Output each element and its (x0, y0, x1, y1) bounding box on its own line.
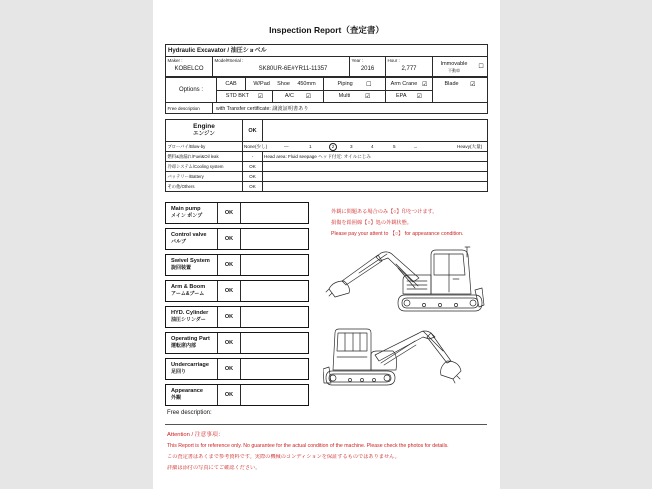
battery-label: バッテリー/Battery (166, 172, 243, 182)
attention-line-jp-1: この査定書はあくまで参考資料です。実際の機械のコンディションを保証するものではありません。 (167, 454, 400, 460)
component-name-en: Control valve (171, 232, 207, 239)
report-sheet (153, 0, 500, 489)
excavator-side-view-right (323, 325, 463, 387)
option-arm-crane-checkbox: ☑ (421, 80, 428, 88)
maker-cell (166, 57, 213, 77)
option-blade (433, 78, 487, 90)
component-name-en: Swivel System (171, 258, 210, 265)
option-multi-cell (324, 91, 386, 103)
component-operating-part (165, 332, 309, 354)
machine-heading: Hydraulic Excavator / 油圧ショベル (166, 45, 488, 57)
option-epa (386, 91, 432, 102)
blowby-label: ブローバイ/Blow-by (166, 142, 243, 152)
option-pad-label: W/Pad (253, 80, 270, 87)
option-multi-label: Multi (338, 93, 351, 99)
others-status: OK (243, 182, 263, 192)
option-multi-checkbox: ☑ (364, 93, 371, 100)
component-undercarriage (165, 358, 309, 380)
component-status: OK (218, 255, 241, 275)
component-note-area (241, 333, 308, 353)
bottom-free-description-label: Free description: (167, 410, 212, 416)
engine-status: OK (243, 120, 263, 142)
option-blade-cell (433, 78, 488, 103)
component-label (166, 385, 218, 405)
component-status: OK (218, 281, 241, 301)
option-arm-crane-cell (386, 78, 433, 91)
arm (427, 333, 451, 363)
hour-cell (386, 57, 433, 77)
component-label (166, 333, 218, 353)
engine-table (165, 119, 488, 192)
option-ac (273, 91, 323, 102)
others-row (166, 182, 488, 192)
blowby-level: 4 (371, 144, 374, 149)
option-epa-label: EPA (396, 93, 407, 99)
component-note-area (241, 229, 308, 249)
blowby-none-label: None(少し) (244, 144, 268, 149)
track (398, 295, 482, 311)
blowby-arrow-icon: → (413, 144, 418, 149)
options-label: Options : (166, 78, 217, 103)
component-name-en: Operating Part (171, 336, 210, 343)
appearance-note-en: Please pay your attent to 【○】 for appearance condition. (331, 231, 464, 237)
boom (376, 252, 419, 282)
component-status: OK (218, 203, 241, 223)
component-label (166, 281, 218, 301)
option-cab-cell (217, 78, 246, 91)
battery-note (263, 172, 488, 182)
component-name-jp: 油圧シリンダー (171, 317, 206, 324)
appearance-note-jp-1: 外観に問題ある場合のみ【○】印をつけます。 (331, 209, 438, 215)
cab-window (337, 333, 367, 351)
cooling-system-label: 冷却システム/Cooling system (166, 162, 243, 172)
cab (333, 329, 371, 370)
fuel-oil-leak-status: - (243, 152, 263, 162)
blowby-scale (243, 142, 487, 151)
report-title: Inspection Report（査定書） (269, 25, 384, 35)
model-label: Model#Serial : (214, 58, 244, 64)
component-label (166, 229, 218, 249)
option-piping-cell (324, 78, 386, 91)
maker-label: Maker : (167, 58, 183, 64)
immovable-checkbox: ☐ (478, 63, 484, 70)
engine-header-row (166, 120, 488, 142)
engine-hood (403, 275, 431, 294)
component-control-valve (165, 228, 309, 250)
blowby-scale-cell (243, 142, 488, 152)
option-arm-crane-label: Arm Crane (390, 80, 418, 87)
immovable-cell (433, 57, 488, 77)
option-ac-cell (273, 91, 324, 103)
option-piping-label: Piping (337, 80, 353, 87)
option-piping (324, 79, 385, 90)
option-std-bkt-label: STD BKT (225, 93, 250, 99)
cooling-system-row (166, 162, 488, 172)
model-value: SK80UR-6E#YR11-11357 (258, 65, 328, 72)
blowby-level: 1 (309, 144, 312, 149)
component-note-area (241, 203, 308, 223)
free-description-row (166, 103, 488, 114)
battery-status: OK (243, 172, 263, 182)
blowby-scale-start: — (284, 144, 289, 149)
others-note (263, 182, 488, 192)
component-note-area (241, 281, 308, 301)
component-status: OK (218, 333, 241, 353)
component-status: OK (218, 359, 241, 379)
option-shoe-label: Shoe (277, 80, 290, 87)
excavator-side-view-left (323, 245, 485, 318)
component-hyd-cylinder (165, 306, 309, 328)
option-blade-label: Blade (444, 81, 459, 87)
cab-window (434, 254, 465, 275)
blowby-level: 5 (393, 144, 396, 149)
bucket (441, 361, 461, 379)
component-label (166, 255, 218, 275)
immovable-label: Immovable (440, 60, 468, 67)
divider-line (165, 424, 487, 425)
attention-line-en: This Report is for reference only. No guarantee for the actual condition of the machine. Please check the photos for details. (167, 443, 449, 449)
option-multi (324, 91, 385, 102)
component-name-jp: 旋回装置 (171, 265, 192, 272)
option-ac-checkbox: ☑ (305, 93, 312, 100)
free-description-value: with Transfer certificate: 譲渡証明書あり (213, 103, 488, 114)
battery-row (166, 172, 488, 182)
component-name-jp: 外観 (171, 395, 182, 402)
cooling-system-note (263, 162, 488, 172)
component-note-area (241, 255, 308, 275)
attention-title: Attention / 注意事項： (167, 432, 224, 438)
year-cell (350, 57, 386, 77)
component-note-area (241, 307, 308, 327)
blowby-level: 3 (350, 144, 353, 149)
option-shoe-width: 450mm (297, 80, 316, 87)
option-arm-crane (386, 79, 432, 90)
component-main-pump (165, 202, 309, 224)
component-label (166, 359, 218, 379)
options-table (165, 77, 488, 103)
component-label (166, 307, 218, 327)
blade (475, 288, 484, 307)
option-epa-cell (386, 91, 433, 103)
options-row-1 (166, 78, 488, 91)
fuel-oil-leak-label: 燃料&油漏れ/Fuel&Oil leak (166, 152, 243, 162)
blowby-row (166, 142, 488, 152)
immovable-text (433, 61, 475, 73)
blowby-level: 2 (329, 143, 337, 151)
component-name-jp: メイン ポンプ (171, 213, 203, 220)
component-name-jp: 運転席内部 (171, 343, 197, 350)
immovable-label-jp: 不動車 (448, 67, 460, 73)
option-std-bkt-cell (217, 91, 273, 103)
year-label: Year : (351, 58, 364, 64)
appearance-note-jp-2: 損傷を鉛囲線【○】処の外観状態。 (331, 220, 412, 226)
component-name-en: Arm & Boom (171, 284, 206, 291)
engine-title-cell (166, 120, 243, 142)
model-cell (213, 57, 350, 77)
option-epa-checkbox: ☑ (416, 93, 422, 100)
option-cab-label: CAB (225, 80, 237, 87)
option-shoe-cell (246, 78, 324, 91)
option-cab (217, 79, 245, 90)
blowby-heavy-label: Heavy(大量) (457, 144, 483, 149)
maker-value: KOBELCO (174, 65, 204, 72)
component-name-en: HYD. Cylinder (171, 310, 209, 317)
component-label (166, 203, 218, 223)
arm (342, 255, 382, 285)
boom (375, 331, 435, 361)
component-name-en: Main pump (171, 206, 201, 213)
free-description-table (165, 102, 488, 114)
machine-heading-row (166, 45, 488, 57)
component-note-area (241, 385, 308, 405)
component-name-en: Appearance (171, 388, 204, 395)
engine-title-en: Engine (193, 123, 215, 130)
machine-detail-row (166, 57, 488, 77)
option-shoe (246, 79, 323, 90)
component-arm-boom (165, 280, 309, 302)
fuel-oil-leak-note: Head area: Fluid seepage ヘッド付近: オイルにじみ (263, 152, 488, 162)
immovable-group (433, 57, 487, 76)
cooling-system-status: OK (243, 162, 263, 172)
engine-title-jp: エンジン (193, 131, 215, 137)
option-std-bkt (217, 91, 272, 102)
hour-value: 2,777 (401, 65, 417, 72)
component-name-en: Undercarriage (171, 362, 209, 369)
component-name-jp: アーム&ブーム (171, 291, 205, 298)
component-name-jp: バルブ (171, 239, 187, 246)
component-name-jp: 足回り (171, 369, 187, 376)
free-description-label: Free description (166, 103, 213, 114)
component-status: OK (218, 385, 241, 405)
component-status: OK (218, 307, 241, 327)
engine-note-area (263, 120, 488, 142)
attention-line-jp-2: 詳細は添付の写真にてご確認ください。 (167, 465, 261, 471)
option-std-bkt-checkbox: ☑ (257, 93, 264, 100)
component-appearance (165, 384, 309, 406)
option-piping-checkbox: ☐ (366, 80, 372, 88)
machine-info-table (165, 44, 488, 77)
bucket (329, 281, 349, 297)
track (326, 371, 395, 385)
component-status: OK (218, 229, 241, 249)
hour-label: Hour : (387, 58, 400, 64)
others-label: その他/Others (166, 182, 243, 192)
option-ac-label: A/C (284, 93, 294, 99)
component-swivel-system (165, 254, 309, 276)
fuel-oil-leak-row (166, 152, 488, 162)
component-note-area (241, 359, 308, 379)
option-blade-checkbox: ☑ (470, 81, 476, 88)
year-value: 2016 (360, 65, 375, 72)
